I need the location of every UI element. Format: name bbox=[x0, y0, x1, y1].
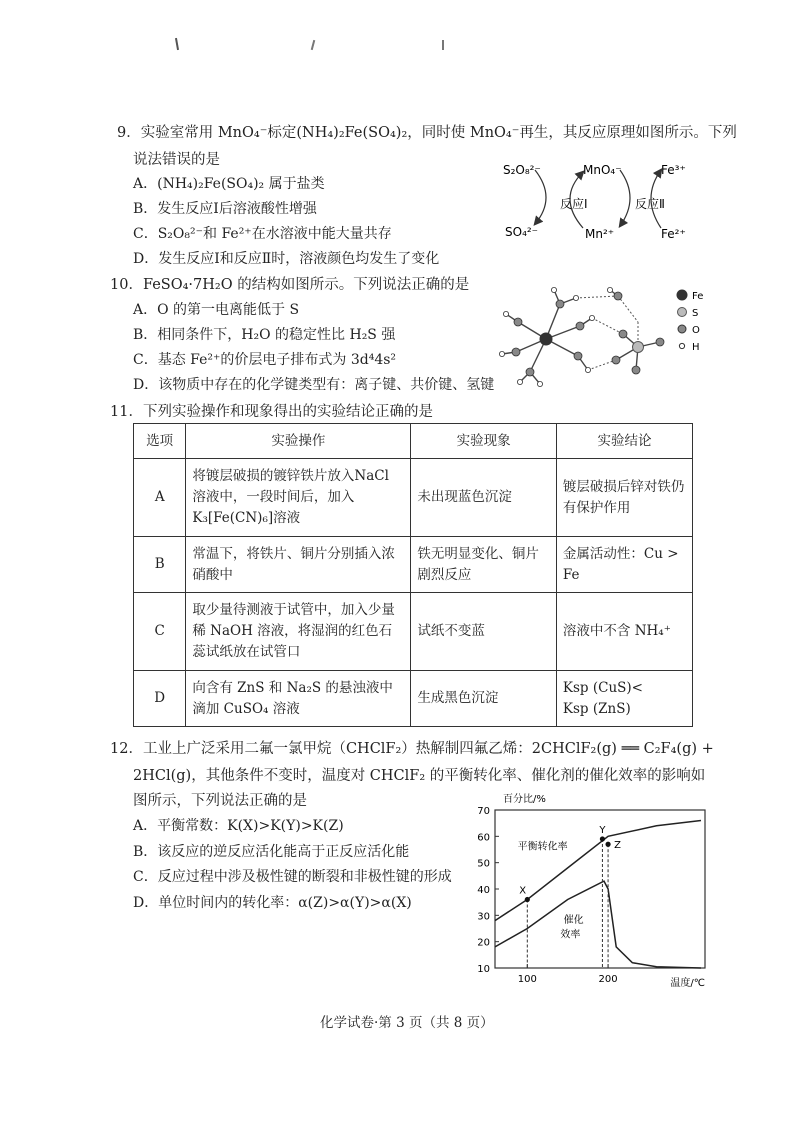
y-tick-label: 60 bbox=[477, 832, 490, 844]
point-marker bbox=[605, 842, 610, 847]
page-footer: 化学试卷·第 3 页（共 8 页） bbox=[320, 1015, 494, 1031]
label-fe3: Fe³⁺ bbox=[661, 163, 686, 177]
table-header-row bbox=[134, 424, 693, 459]
legend-h: H bbox=[692, 342, 700, 353]
scan-mark bbox=[311, 40, 316, 50]
q9-stem-line2: 说法错误的是 bbox=[133, 152, 220, 168]
q9-option-a: A．(NH₄)₂Fe(SO₄)₂ 属于盐类 bbox=[133, 176, 325, 192]
row-conclusion: 溶液中不含 NH₄⁺ bbox=[556, 593, 692, 671]
point-label: Y bbox=[599, 824, 606, 836]
q10-option-d: D．该物质中存在的化学键类型有：离子键、共价键、氢键 bbox=[133, 377, 495, 393]
q12-stem-line1: 12．工业上广泛采用二氟一氯甲烷（CHClF₂）热解制四氟乙烯：2CHClF₂(g) ══ C₂F₄(g) + bbox=[110, 741, 714, 757]
arrow-s2o8-to-so4 bbox=[535, 170, 546, 224]
q9-cycle-diagram bbox=[495, 158, 700, 248]
q12-option-b: B．该反应的逆反应活化能高于正反应活化能 bbox=[133, 844, 410, 860]
scan-mark bbox=[175, 38, 179, 50]
y-tick-label: 40 bbox=[477, 885, 490, 896]
row-phenomenon: 未出现蓝色沉淀 bbox=[411, 459, 557, 537]
q9-option-d: D．发生反应Ⅰ和反应Ⅱ时，溶液颜色均发生了变化 bbox=[133, 251, 440, 267]
point-marker bbox=[525, 897, 530, 902]
legend-s: S bbox=[692, 308, 699, 319]
row-conclusion bbox=[556, 671, 692, 727]
x-tick-label: 100 bbox=[517, 974, 537, 985]
q12-stem-line3: 图所示，下列说法正确的是 bbox=[133, 793, 307, 809]
series-line-0 bbox=[495, 821, 701, 921]
q10-option-a: A．O 的第一电离能低于 S bbox=[133, 302, 300, 318]
x-axis-label: 温度/℃ bbox=[670, 978, 705, 988]
header-option: 选项 bbox=[134, 424, 186, 459]
label-fe2: Fe²⁺ bbox=[661, 227, 686, 241]
legend-fe: Fe bbox=[692, 291, 704, 302]
label-so4: SO₄²⁻ bbox=[505, 225, 539, 239]
row-operation: 将镀层破损的镀锌铁片放入NaCl 溶液中，一段时间后，加入K₃[Fe(CN)₆]溶液 bbox=[186, 459, 411, 537]
header-operation: 实验操作 bbox=[186, 424, 411, 459]
table-row bbox=[134, 671, 693, 727]
scan-mark bbox=[442, 40, 444, 50]
q10-option-b: B．相同条件下，H₂O 的稳定性比 H₂S 强 bbox=[133, 327, 396, 343]
row-conclusion: 金属活动性：Cu > Fe bbox=[556, 537, 692, 593]
row-option: A bbox=[134, 459, 186, 537]
label-s2o8: S₂O₈²⁻ bbox=[503, 163, 541, 177]
q10-option-c: C．基态 Fe²⁺的价层电子排布式为 3d⁴4s² bbox=[133, 352, 397, 368]
conclusion-line-2: Ksp (ZnS) bbox=[562, 700, 631, 717]
y-tick-label: 50 bbox=[477, 858, 490, 870]
y-tick-label: 70 bbox=[477, 806, 490, 817]
row-phenomenon: 试纸不变蓝 bbox=[411, 593, 557, 671]
y-axis-label: 百分比/% bbox=[503, 794, 546, 805]
series-label-conversion: 平衡转化率 bbox=[517, 841, 568, 853]
header-phenomenon: 实验现象 bbox=[411, 424, 557, 459]
x-tick-label: 200 bbox=[598, 974, 618, 985]
q12-option-d: D．单位时间内的转化率：α(Z)>α(Y)>α(X) bbox=[133, 895, 412, 911]
header-conclusion: 实验结论 bbox=[556, 424, 692, 459]
label-mno4: MnO₄⁻ bbox=[583, 163, 622, 177]
point-label: Z bbox=[614, 840, 621, 852]
series-label-efficiency-2: 效率 bbox=[560, 929, 581, 941]
row-conclusion: 镀层破损后锌对铁仍有保护作用 bbox=[556, 459, 692, 537]
table-row bbox=[134, 593, 693, 671]
y-tick-label: 20 bbox=[477, 937, 490, 949]
table-row bbox=[134, 459, 693, 537]
row-operation: 常温下，将铁片、铜片分别插入浓硝酸中 bbox=[186, 537, 411, 593]
q9-option-c: C．S₂O₈²⁻和 Fe²⁺在水溶液中能大量共存 bbox=[133, 226, 392, 242]
series-label-efficiency: 催化 bbox=[563, 915, 584, 927]
point-label: X bbox=[519, 885, 527, 897]
label-reaction-2: 反应Ⅱ bbox=[635, 197, 665, 211]
row-operation: 向含有 ZnS 和 Na₂S 的悬浊液中滴加 CuSO₄ 溶液 bbox=[186, 671, 411, 727]
q12-chart bbox=[460, 788, 710, 988]
experiment-table bbox=[133, 423, 693, 727]
arrow-mno4-to-mn2 bbox=[620, 170, 630, 226]
q12-option-c: C．反应过程中涉及极性键的断裂和非极性键的形成 bbox=[133, 869, 452, 885]
table-row bbox=[134, 537, 693, 593]
q10-stem: 10．FeSO₄·7H₂O 的结构如图所示。下列说法正确的是 bbox=[110, 277, 470, 293]
label-mn2: Mn²⁺ bbox=[585, 227, 615, 241]
label-reaction-1: 反应Ⅰ bbox=[560, 197, 588, 211]
row-option: D bbox=[134, 671, 186, 727]
row-phenomenon: 铁无明显变化、铜片剧烈反应 bbox=[411, 537, 557, 593]
q12-stem-line2: 2HCl(g)，其他条件不变时，温度对 CHClF₂ 的平衡转化率、催化剂的催化效率的影响如 bbox=[133, 768, 706, 784]
row-phenomenon: 生成黑色沉淀 bbox=[411, 671, 557, 727]
q9-stem-line1: 9．实验室常用 MnO₄⁻标定(NH₄)₂Fe(SO₄)₂，同时使 MnO₄⁻再生，其反应原理如图所示。下列 bbox=[117, 125, 737, 141]
q11-stem: 11．下列实验操作和现象得出的实验结论正确的是 bbox=[110, 404, 433, 420]
q12-option-a: A．平衡常数：K(X)>K(Y)>K(Z) bbox=[133, 818, 344, 834]
y-tick-label: 10 bbox=[477, 964, 490, 975]
y-tick-label: 30 bbox=[477, 911, 490, 923]
conclusion-line-1: Ksp (CuS)< bbox=[562, 679, 643, 696]
row-option: B bbox=[134, 537, 186, 593]
row-option: C bbox=[134, 593, 186, 671]
q10-structure-diagram bbox=[488, 282, 708, 392]
legend-o: O bbox=[692, 325, 700, 336]
point-marker bbox=[600, 836, 605, 841]
row-operation: 取少量待测液于试管中，加入少量稀 NaOH 溶液，将湿润的红色石蕊试纸放在试管口 bbox=[186, 593, 411, 671]
q9-option-b: B．发生反应Ⅰ后溶液酸性增强 bbox=[133, 201, 317, 217]
